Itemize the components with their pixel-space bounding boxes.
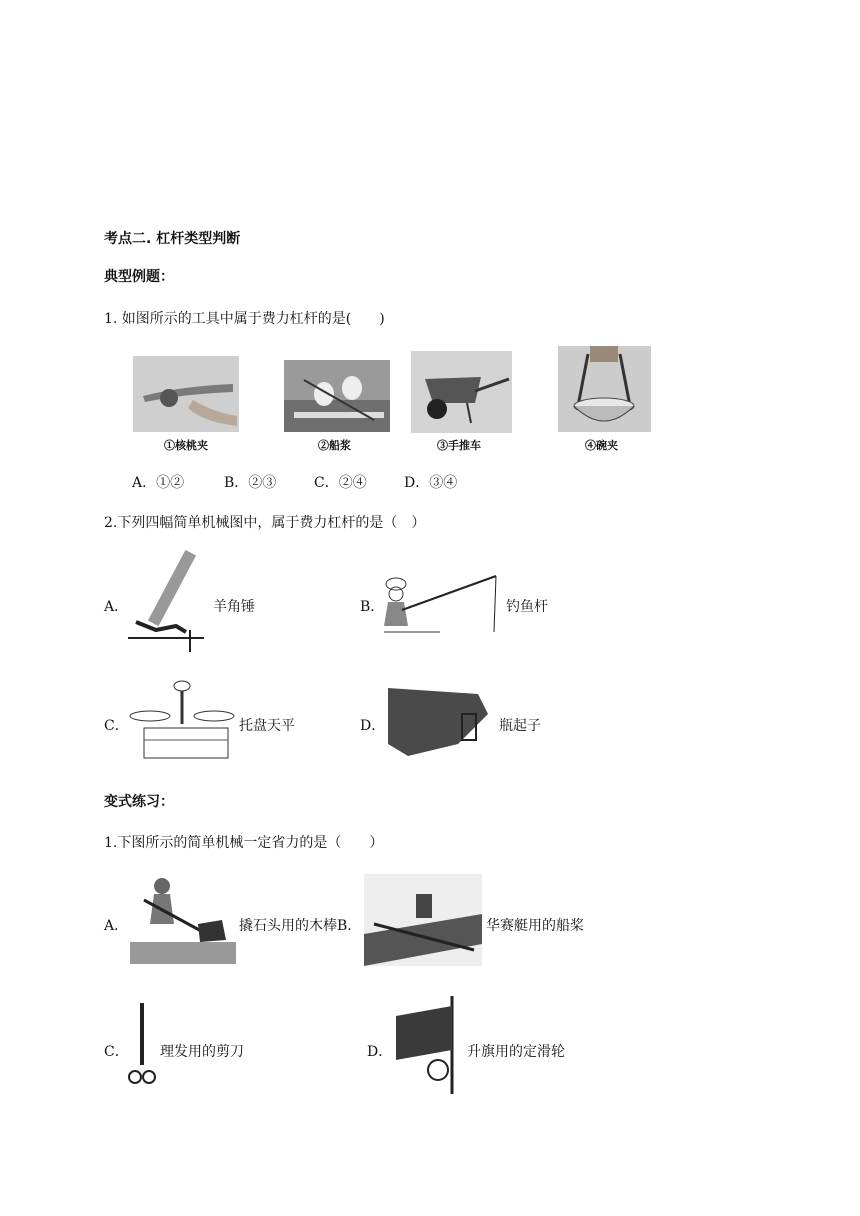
p1-letter-c: C． [104, 1044, 129, 1060]
scissors-image [126, 1003, 158, 1089]
caption-wheelbarrow: ③手推车 [437, 439, 481, 452]
section-title: 考点二. 杠杆类型判断 [104, 231, 241, 247]
examples-heading: 典型例题： [104, 269, 174, 285]
p1-label-c: 理发用的剪刀 [160, 1044, 244, 1060]
bottle-opener-image [388, 684, 496, 760]
wheelbarrow-image [411, 351, 512, 433]
q2-letter-a: A． [104, 599, 129, 615]
fishing-rod-image [380, 566, 502, 640]
q2-label-a: 羊角锤 [213, 599, 255, 615]
balance-scale-image [126, 678, 236, 764]
q2-label-b: 钓鱼杆 [506, 599, 548, 615]
practice-heading: 变式练习： [104, 794, 174, 810]
p1-letter-d: D． [367, 1044, 393, 1060]
q2-stem: 2.下列四幅简单机械图中，属于费力杠杆的是（ ） [104, 515, 426, 531]
q1-stem: 1. 如图所示的工具中属于费力杠杆的是( ) [104, 311, 385, 327]
paddle-image [284, 360, 390, 432]
p1-letter-a: A． [104, 918, 129, 934]
walnut-cracker-image [133, 356, 239, 432]
crowbar-image [130, 872, 236, 964]
q2-letter-c: C． [104, 718, 129, 734]
q1-option-d[interactable]: D．③④ [404, 475, 458, 491]
q2-letter-d: D． [360, 718, 386, 734]
p1-label-d: 升旗用的定滑轮 [467, 1044, 565, 1060]
caption-paddle: ②船浆 [318, 439, 351, 452]
q1-option-c[interactable]: C．②④ [314, 475, 367, 491]
caption-walnut: ①核桃夹 [164, 439, 208, 452]
q2-letter-b: B． [360, 599, 385, 615]
q1-option-b[interactable]: B．②③ [224, 475, 277, 491]
q2-label-d: 瓶起子 [499, 718, 541, 734]
rowing-oar-image [364, 874, 482, 966]
p1-label-b: 华赛艇用的船桨 [486, 918, 584, 934]
p1-label-a: 撬石头用的木棒B. [239, 918, 352, 934]
caption-bowl-clip: ④碗夹 [585, 439, 618, 452]
bowl-clip-image [558, 346, 651, 432]
q2-label-c: 托盘天平 [239, 718, 295, 734]
claw-hammer-image [126, 544, 206, 654]
p1-stem: 1.下图所示的简单机械一定省力的是（ ） [104, 835, 384, 851]
flag-pulley-image [392, 996, 464, 1094]
q1-option-a[interactable]: A．①② [132, 475, 185, 491]
